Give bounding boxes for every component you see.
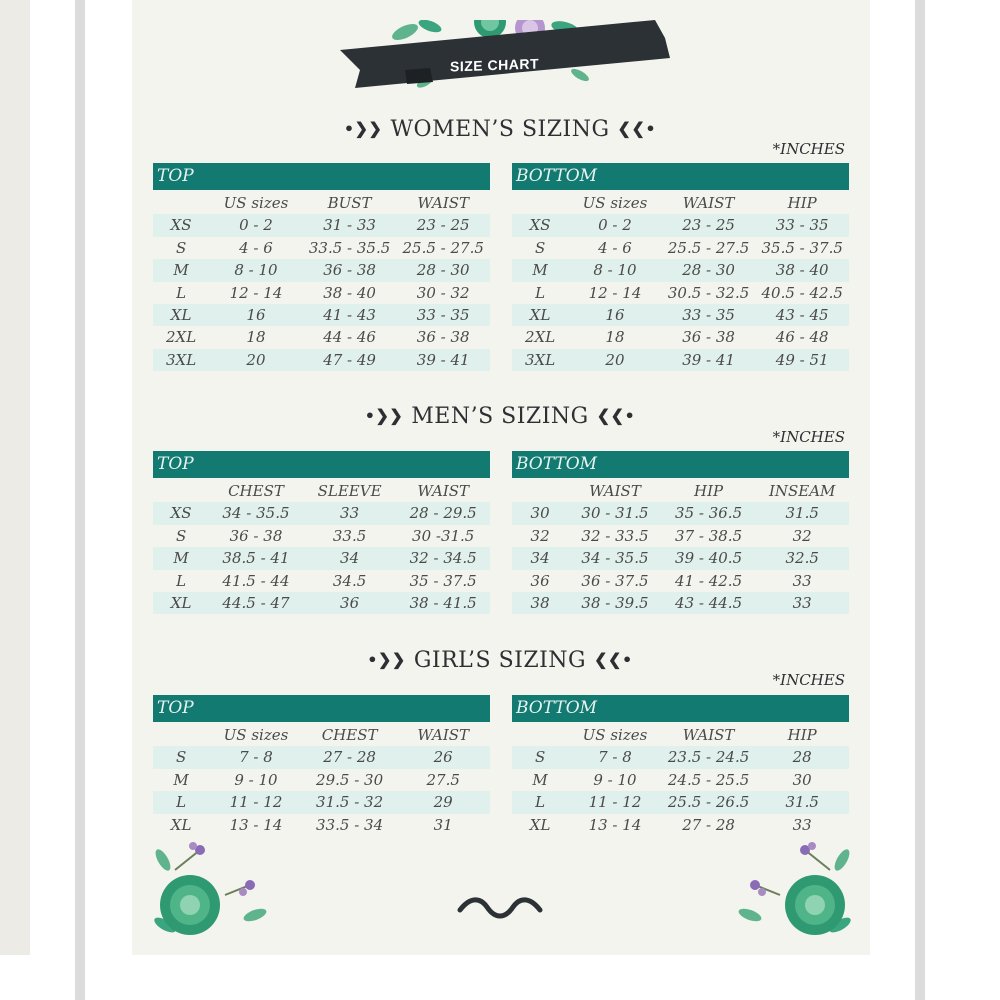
table-cell: 41 - 42.5	[675, 571, 743, 590]
table-cell: XL	[170, 593, 192, 612]
table-cell: XL	[529, 305, 551, 324]
table-row	[512, 570, 849, 592]
column-header	[153, 480, 209, 502]
table-cell: 38 - 41.5	[409, 593, 477, 612]
table-cell: 33.5 - 35.5	[308, 238, 391, 257]
table-cell: 9 - 10	[234, 770, 278, 789]
table-cell: 29.5 - 30	[316, 770, 384, 789]
table-row	[153, 237, 490, 259]
table-cell: 16	[605, 305, 625, 324]
table-cell: 30	[530, 504, 550, 523]
table-cell: M	[532, 261, 548, 280]
table-cell: 33 - 35	[775, 216, 829, 235]
table-cell: 28 - 29.5	[409, 504, 477, 523]
table-cell: S	[175, 238, 187, 257]
table-cell: 33	[792, 571, 812, 590]
womens-inches-note: *INCHES	[772, 140, 845, 158]
table-cell: 43 - 45	[775, 305, 829, 324]
table-cell: XS	[170, 504, 192, 523]
table-cell: 44.5 - 47	[222, 593, 290, 612]
table-cell: 23.5 - 24.5	[667, 748, 750, 767]
table-cell: 41 - 43	[323, 305, 376, 324]
table-cell: 32 - 33.5	[581, 526, 649, 545]
ornament-right-icon: ❮❮•	[596, 406, 636, 425]
table-cell: 32	[530, 526, 550, 545]
column-header: WAIST	[589, 482, 641, 500]
table-row	[512, 326, 849, 348]
section-title-text: WOMEN’S SIZING	[390, 117, 610, 142]
table-cell: 30	[792, 770, 812, 789]
mens-top-table	[153, 451, 490, 614]
column-header: US sizes	[582, 194, 648, 212]
mens-bottom-table	[512, 451, 849, 614]
table-cell: 36 - 38	[416, 328, 470, 347]
table-cell: 11 - 12	[229, 793, 283, 812]
womens-top-table	[153, 163, 490, 371]
table-cell: 9 - 10	[593, 770, 637, 789]
table-cell: 2XL	[165, 328, 197, 347]
table-cell: 34	[340, 549, 360, 568]
table-cell: 4 - 6	[239, 238, 273, 257]
table-cell: XL	[170, 815, 192, 834]
table-cell: 13 - 14	[229, 815, 283, 834]
table-cell: 34 - 35.5	[222, 504, 290, 523]
table-cell: 36 - 38	[323, 261, 376, 280]
table-header-label: TOP	[153, 695, 490, 722]
table-cell: 31.5	[785, 504, 819, 523]
table-cell: 49 - 51	[775, 350, 829, 369]
table-row	[153, 791, 490, 813]
table-cell: 33.5	[332, 526, 367, 545]
table-cell: 0 - 2	[598, 216, 632, 235]
column-header	[512, 724, 568, 746]
size-chart-banner	[335, 20, 670, 90]
column-header: HIP	[787, 194, 817, 212]
womens-bottom-table	[512, 163, 849, 371]
ornament-right-icon: ❮❮•	[617, 119, 657, 138]
table-cell: L	[176, 571, 187, 590]
table-cell: 26	[433, 748, 453, 767]
table-cell: 35.5 - 37.5	[761, 238, 843, 257]
table-cell: XL	[170, 305, 192, 324]
table-cell: 33 - 35	[416, 305, 470, 324]
table-row	[512, 282, 849, 304]
table-cell: 8 - 10	[234, 261, 278, 280]
table-cell: L	[535, 283, 546, 302]
table-cell: 11 - 12	[588, 793, 642, 812]
table-cell: XL	[529, 815, 551, 834]
table-cell: 30.5 - 32.5	[667, 283, 750, 302]
table-row	[153, 259, 490, 281]
table-cell: 44 - 46	[323, 328, 376, 347]
column-header	[512, 480, 568, 502]
section-title-text: MEN’S SIZING	[411, 404, 589, 429]
table-row	[512, 349, 849, 371]
table-cell: 25.5 - 26.5	[667, 793, 750, 812]
table-row	[512, 237, 849, 259]
table-cell: S	[534, 238, 546, 257]
table-header-label: BOTTOM	[512, 163, 849, 190]
table-cell: 41.5 - 44	[222, 571, 290, 590]
table-cell: M	[532, 770, 548, 789]
table-cell: 38 - 40	[323, 283, 376, 302]
column-header: US sizes	[582, 726, 648, 744]
table-row	[512, 214, 849, 236]
girls-top-table	[153, 695, 490, 836]
table-cell: 36	[340, 593, 360, 612]
table-cell: 18	[246, 328, 266, 347]
table-cell: 7 - 8	[239, 748, 273, 767]
succulent-flower-left-icon	[145, 840, 270, 945]
table-cell: 31 - 33	[323, 216, 376, 235]
table-cell: 34 - 35.5	[581, 549, 649, 568]
table-row	[153, 814, 490, 836]
table-row	[512, 791, 849, 813]
background-panel	[0, 0, 30, 955]
table-row	[512, 304, 849, 326]
section-title-text: GIRL’S SIZING	[413, 648, 587, 673]
table-row	[512, 746, 849, 768]
table-cell: 38.5 - 41	[222, 549, 290, 568]
table-cell: 28 - 30	[682, 261, 735, 280]
column-header-row	[153, 192, 490, 214]
table-cell: 31	[433, 815, 453, 834]
girls-sizing-title	[0, 648, 1000, 673]
table-cell: 33	[792, 593, 812, 612]
table-cell: 43 - 44.5	[675, 593, 743, 612]
table-header-label: BOTTOM	[512, 695, 849, 722]
table-row	[512, 814, 849, 836]
table-cell: 3XL	[524, 350, 556, 369]
table-cell: 23 - 25	[682, 216, 735, 235]
table-cell: 39 - 41	[682, 350, 735, 369]
table-cell: 2XL	[524, 328, 556, 347]
table-cell: 39 - 41	[416, 350, 470, 369]
table-cell: 23 - 25	[416, 216, 470, 235]
table-row	[512, 592, 849, 614]
column-header: WAIST	[682, 726, 735, 744]
table-row	[512, 525, 849, 547]
table-cell: 39 - 40.5	[675, 549, 743, 568]
table-cell: L	[535, 793, 546, 812]
table-row	[153, 592, 490, 614]
column-header-row	[153, 480, 490, 502]
table-cell: M	[173, 261, 189, 280]
mens-inches-note: *INCHES	[772, 428, 845, 446]
table-cell: 28	[792, 748, 812, 767]
table-cell: 25.5 - 27.5	[402, 238, 484, 257]
column-header: HIP	[694, 482, 724, 500]
column-header: CHEST	[228, 482, 284, 500]
table-cell: 24.5 - 25.5	[667, 770, 750, 789]
table-cell: S	[534, 748, 546, 767]
ornament-left-icon: •❯❯	[367, 650, 406, 669]
column-header: WAIST	[417, 482, 470, 500]
table-cell: 8 - 10	[593, 261, 637, 280]
table-cell: 29	[433, 793, 453, 812]
table-cell: 31.5	[785, 793, 819, 812]
table-cell: 7 - 8	[598, 748, 632, 767]
table-cell: 30 - 32	[416, 283, 470, 302]
column-header: WAIST	[417, 726, 470, 744]
table-row	[512, 259, 849, 281]
table-row	[153, 746, 490, 768]
table-cell: L	[176, 793, 187, 812]
table-cell: M	[173, 770, 189, 789]
frame-border-right	[915, 0, 925, 1000]
table-row	[153, 304, 490, 326]
frame-border-left	[75, 0, 85, 1000]
table-cell: 27.5	[426, 770, 460, 789]
table-cell: 33 - 35	[682, 305, 735, 324]
table-cell: 27 - 28	[682, 815, 735, 834]
table-cell: 0 - 2	[239, 216, 273, 235]
table-cell: 38	[530, 593, 550, 612]
squiggle-divider-icon	[455, 895, 545, 925]
column-header-row	[512, 724, 849, 746]
table-header-label: TOP	[153, 451, 490, 478]
table-row	[512, 769, 849, 791]
table-cell: XS	[170, 216, 192, 235]
table-cell: 32 - 34.5	[409, 549, 477, 568]
table-cell: L	[176, 283, 187, 302]
table-cell: 3XL	[165, 350, 197, 369]
column-header-row	[512, 480, 849, 502]
table-cell: 37 - 38.5	[675, 526, 743, 545]
table-cell: 32	[792, 526, 812, 545]
table-cell: 12 - 14	[588, 283, 642, 302]
column-header: INSEAM	[768, 482, 836, 500]
table-cell: M	[173, 549, 189, 568]
column-header: HIP	[787, 726, 817, 744]
table-row	[153, 214, 490, 236]
table-cell: 28 - 30	[416, 261, 470, 280]
table-cell: 47 - 49	[323, 350, 376, 369]
table-cell: 36 - 37.5	[581, 571, 649, 590]
table-cell: 30 - 31.5	[581, 504, 649, 523]
table-cell: 35 - 36.5	[675, 504, 743, 523]
column-header: CHEST	[321, 726, 378, 744]
banner-title: SIZE CHART	[450, 55, 539, 75]
table-row	[153, 326, 490, 348]
mens-sizing-title	[0, 404, 1000, 429]
ornament-left-icon: •❯❯	[343, 119, 383, 138]
ornament-left-icon: •❯❯	[364, 406, 404, 425]
table-cell: 34.5	[332, 571, 367, 590]
table-row	[512, 502, 849, 524]
column-header: SLEEVE	[317, 482, 382, 500]
table-cell: 30 -31.5	[412, 526, 475, 545]
girls-inches-note: *INCHES	[772, 671, 845, 689]
table-cell: 38 - 40	[775, 261, 829, 280]
table-header-label: TOP	[153, 163, 490, 190]
table-row	[153, 525, 490, 547]
table-cell: 20	[246, 350, 266, 369]
table-cell: S	[175, 748, 187, 767]
table-row	[512, 547, 849, 569]
column-header: US sizes	[223, 726, 289, 744]
table-cell: 32.5	[785, 549, 819, 568]
table-cell: 40.5 - 42.5	[761, 283, 843, 302]
column-header	[512, 192, 568, 214]
table-row	[153, 282, 490, 304]
table-cell: 4 - 6	[598, 238, 632, 257]
table-cell: 31.5 - 32	[316, 793, 384, 812]
table-header-label: BOTTOM	[512, 451, 849, 478]
table-cell: 46 - 48	[775, 328, 829, 347]
table-cell: 35 - 37.5	[409, 571, 477, 590]
column-header	[153, 192, 209, 214]
column-header-row	[512, 192, 849, 214]
table-cell: 33	[340, 504, 360, 523]
column-header-row	[153, 724, 490, 746]
table-cell: 12 - 14	[229, 283, 283, 302]
column-header: WAIST	[682, 194, 735, 212]
table-cell: 33.5 - 34	[316, 815, 384, 834]
table-cell: 18	[605, 328, 625, 347]
table-row	[153, 570, 490, 592]
table-cell: 25.5 - 27.5	[667, 238, 750, 257]
column-header	[153, 724, 209, 746]
table-row	[153, 349, 490, 371]
column-header: US sizes	[223, 194, 289, 212]
column-header: WAIST	[417, 194, 470, 212]
table-cell: 38 - 39.5	[581, 593, 649, 612]
table-cell: 36	[530, 571, 550, 590]
table-cell: 20	[605, 350, 625, 369]
table-row	[153, 502, 490, 524]
table-cell: 13 - 14	[588, 815, 642, 834]
table-cell: S	[175, 526, 187, 545]
table-cell: 36 - 38	[682, 328, 735, 347]
table-cell: 27 - 28	[323, 748, 376, 767]
girls-bottom-table	[512, 695, 849, 836]
column-header: BUST	[327, 194, 372, 212]
ornament-right-icon: ❮❮•	[594, 650, 633, 669]
table-cell: 34	[530, 549, 550, 568]
table-cell: XS	[529, 216, 551, 235]
table-row	[153, 547, 490, 569]
table-cell: 16	[246, 305, 266, 324]
table-row	[153, 769, 490, 791]
table-cell: 33	[792, 815, 812, 834]
succulent-flower-right-icon	[735, 840, 860, 945]
womens-sizing-title	[0, 117, 1000, 142]
table-cell: 36 - 38	[229, 526, 283, 545]
